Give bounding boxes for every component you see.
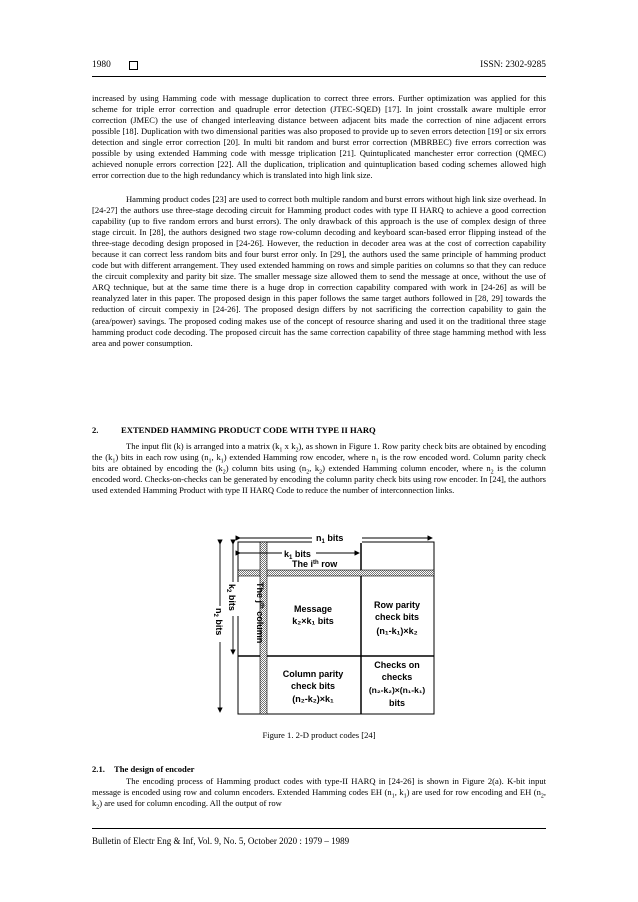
- section-2-number: 2.: [92, 425, 99, 435]
- row-parity-label: Row parity: [373, 600, 421, 610]
- checks-on-checks-size: (n₂-k₂)×(n₁-k₁): [368, 685, 426, 695]
- subsection-title: The design of encoder: [114, 764, 195, 774]
- subsection-2-1-paragraph: [92, 776, 546, 809]
- row-parity-label-2: check bits: [374, 612, 420, 622]
- section-2-paragraph: [92, 441, 546, 496]
- section-2-title: EXTENDED HAMMING PRODUCT CODE WITH TYPE II HARQ: [121, 425, 376, 435]
- product-code-figure: [200, 522, 445, 722]
- column-parity-label: Column parity: [282, 669, 344, 679]
- page-number: 1980: [92, 60, 111, 70]
- figure-caption: Figure 1. 2-D product codes [24]: [262, 730, 376, 740]
- paragraph-2-text: Hamming product codes [23] are used to correct both multiple random and burst errors without high link size overhead. In [24-27] the authors use three-stage decoding circuit for Hamming product codes with type II HARQ to achieve a good correction capability (up to five random errors and burst errors). The only drawback of this approach is the use of complex design of three stage circuit. In [28], the authors designed two stage row-column decoding and keyboard scan-based error flipping instead of the three-stage decoding design proposed in [24-26]. However, the reduction in decoder area was at the cost of correction capability because it can correct less random bits and four burst error only. In [29], the authors used the same principle of hamming product code but with different arrangement. They used extended hamming on rows and simple parities on columns so that they can reduce the circuit complexity and parity bit size. The smaller message size allowed them to send the message at once, without the use of ARQ technique, but at the same time there is a huge drop in correction capability compared with work in [24-26] as will be reanalyzed later in this paper. The proposed design in this paper follows the same target authors followed in [28, 29] towards the reduction of circuit compexiy in [24-26]. The proposed design differs by not sacrificing the correction capability to gain the (area/power) savings. The proposed coding makes use of the concept of resource sharing and used it on the traditional three stage hamming product code decoding. The proposed circuit has the same correction capability of three stage hamming method with less area and power consumption.: [92, 194, 546, 348]
- ith-row-band: [238, 570, 434, 576]
- footer-rule: [92, 828, 546, 829]
- paragraph-1: [92, 93, 546, 181]
- subsection-number: 2.1.: [92, 764, 105, 774]
- page-header: [92, 60, 546, 70]
- checks-on-checks-bits: bits: [388, 698, 406, 708]
- row-parity-size: (n₁-k₁)×k₂: [376, 626, 418, 636]
- checks-on-checks-label: Checks on: [374, 660, 420, 670]
- page-footer: Bulletin of Electr Eng & Inf, Vol. 9, No. 5, October 2020 : 1979 – 1989: [92, 836, 350, 846]
- header-left: [92, 60, 138, 70]
- column-parity-label-2: check bits: [290, 681, 336, 691]
- ith-row-label: The $i^{th}$ row: [292, 559, 338, 569]
- paragraph-2: [92, 194, 546, 349]
- square-bullet-icon: [129, 61, 138, 70]
- section-2-heading: [92, 425, 546, 435]
- k2-label: $k_2$ bits: [225, 584, 237, 611]
- n1-label: $n_1$ bits: [316, 533, 344, 545]
- paragraph-1-text: increased by using Hamming code with message duplication to correct three errors. Further optimization was applied for this scheme for triple error correction and quadruple error detection (JTEC-SQED) [17]. In joint crosstalk aware multiple error correction (JMEC) the use of changed interleaving distance between adjacent bits made the correction of nine adjacent errors possible [18]. Duplication with two dimensional parities was also proposed to provide up to seven errors detection [19] or six errors detection and single error correction [20]. In multi bit random and burst error correction (MBRBEC) five errors correction was possible by using extended Hamming code with messge triplication [21]. Quintuplicated manchester error correction (QMEC) achieved nonuple errors correction [22]. All the duplication, triplication and quintuplication based coding schemes allowed high error correction due to the high redundancy which is translated into high link size.: [92, 93, 546, 181]
- column-parity-size: (n₂-k₂)×k₁: [292, 694, 334, 704]
- message-size: k₂×k₁ bits: [292, 616, 334, 626]
- issn: ISSN: 2302-9285: [480, 60, 546, 70]
- header-rule: [92, 76, 546, 77]
- subsection-2-1-text: The encoding process of Hamming product codes with type-II HARQ in [24-26] is shown in Figure 2(a). K-bit input message is encoded using row and column encoders. Extended Hamming codes EH ($n_1$, $k_1$) are used for row encoding and EH ($n_2$, $k_2$) are used for column encoding. All the output of row: [92, 776, 546, 811]
- subsection-2-1-heading: [92, 764, 546, 774]
- checks-on-checks-label-2: checks: [381, 672, 413, 682]
- k1-label: $k_1$ bits: [284, 549, 311, 561]
- n2-label: $n_2$ bits: [212, 608, 224, 636]
- message-label: Message: [293, 604, 333, 614]
- section-2-paragraph-text: The input flit (k) is arranged into a matrix ($k_1$ x $k_2$), as shown in Figure 1. Row parity check bits are obtained by encoding the $(k_1)$ bits in each row using ($n_1$, $k_1$) extended Hamming row encoder, where $n_1$ is the row encoded word. Column parity check bits are obtained by encoding the $(k_2)$ column bits using ($n_2$, $k_2$) extended Hamming column encoder, where $n_2$ is the column encoded word. Checks-on-checks can be generated by encoding the column parity check bits using row encoder. In [24], the authors used extended Hamming Product with type II HARQ Code to reduce the number of interconnection links.: [92, 441, 547, 496]
- jth-column-label: The $j^{th}$ column: [255, 582, 265, 644]
